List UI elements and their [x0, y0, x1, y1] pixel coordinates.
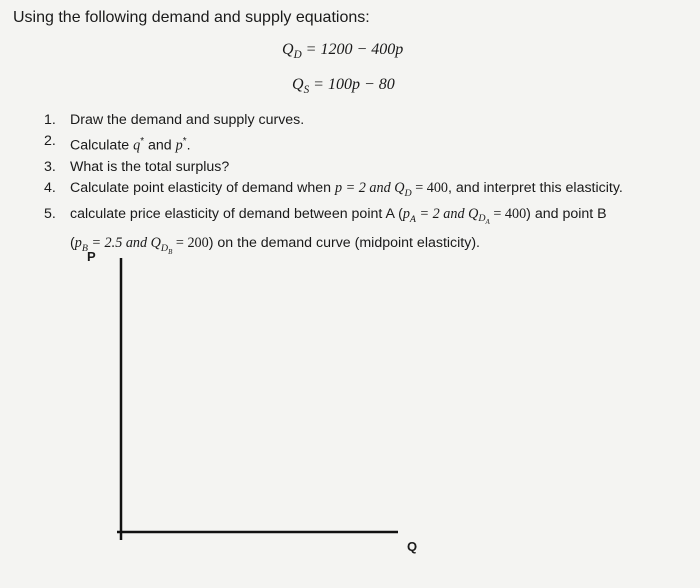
- task-item: 2. Calculate q* and p*.: [44, 133, 191, 154]
- supply-equation: $Q_S = 100p - 80$: [292, 76, 395, 97]
- task-item: 4. Calculate point elasticity of demand when p = 2 and $Q_D = 400$, and interpret this elasticity.: [44, 179, 623, 199]
- task-item: 5. calculate price elasticity of demand between point A ($p_A = 2$ and $Q_{D_A} = 400$) and point B ($p_B = 2.5$ and $Q_{D_B} = 200$) on the demand curve (midpoint elasticity).: [44, 205, 607, 257]
- task-item: 3. What is the total surplus?: [44, 158, 230, 175]
- task-item: 1. Draw the demand and supply curves.: [44, 112, 305, 128]
- intro-text: Using the following demand and supply equations:: [13, 9, 370, 26]
- demand-equation: $Q_D = 1200 - 400p$: [282, 41, 404, 62]
- y-axis-label: P: [87, 249, 96, 264]
- x-axis-label: Q: [407, 539, 418, 554]
